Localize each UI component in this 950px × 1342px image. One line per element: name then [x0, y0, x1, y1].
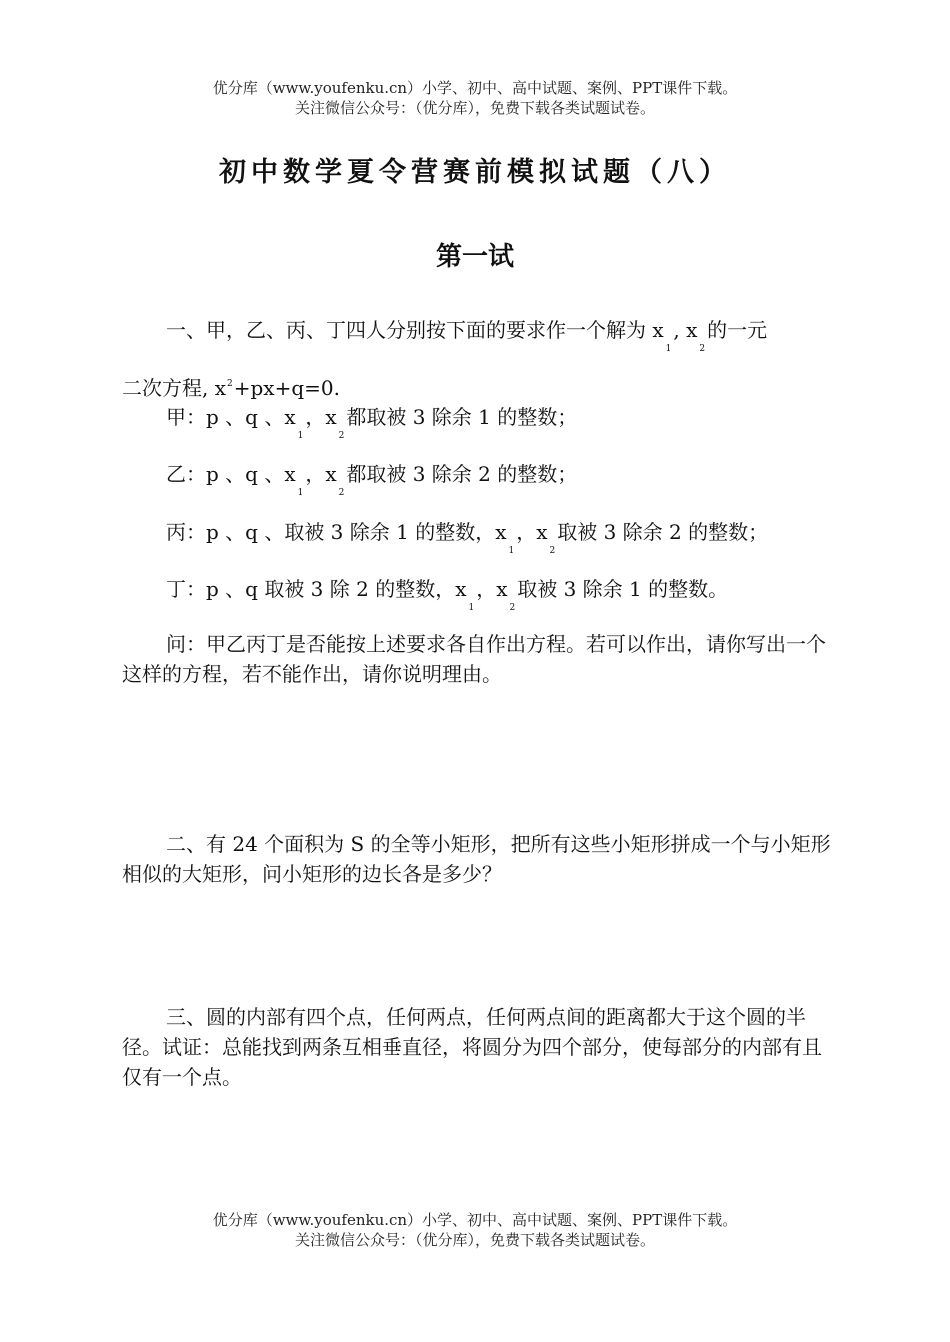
q1-jia-text-a: 甲：p 、q 、x [166, 405, 296, 429]
q1-bing-sub-2: 2 [549, 546, 556, 556]
q1-intro-text-b: 的一元 [707, 318, 768, 342]
q1-bing-text-a: 丙：p 、q 、取被 3 除余 1 的整数，x [166, 520, 507, 544]
q1-ding-sub-2: 2 [509, 603, 516, 613]
section-title: 第一试 [435, 242, 514, 272]
q1-question: 问：甲乙丙丁是否能按上述要求各自作出方程。若可以作出，请你写出一个这样的方程，若不能作出，请你说明理由。 [122, 632, 826, 686]
footer-line-2: 关注微信公众号：（优分库），免费下载各类试题试卷。 [294, 1231, 655, 1249]
q1-yi-text-b: 都取被 3 除余 2 的整数； [346, 462, 578, 486]
q1-bing-text-b: 取被 3 除余 2 的整数； [557, 520, 769, 544]
q3-text: 三、圆的内部有四个点，任何两点，任何两点间的距离都大于这个圆的半径。试证：总能找到两条互相垂直径，将圆分为四个部分，使每部分的内部有且仅有一个点。 [122, 1005, 822, 1089]
q1-condition-yi [166, 458, 577, 498]
q1-jia-sub-1: 1 [297, 431, 304, 441]
q1-ding-text-b: 取被 3 除余 1 的整数。 [517, 577, 729, 601]
q1-equation-line [122, 372, 340, 401]
q1-equation-text-b: +px+q=0. [233, 376, 340, 400]
q1-intro-sub-2: 2 [699, 344, 706, 354]
page-footer [0, 1210, 950, 1250]
header-line-1: 优分库（www.youfenku.cn）小学、初中、高中试题、案例、PPT课件下载。 [212, 79, 738, 97]
q1-ding-sub-1: 1 [468, 603, 475, 613]
header-line-2: 关注微信公众号：（优分库），免费下载各类试题试卷。 [294, 99, 655, 117]
q1-condition-bing [166, 516, 768, 556]
footer-line-1: 优分库（www.youfenku.cn）小学、初中、高中试题、案例、PPT课件下载。 [212, 1211, 738, 1229]
q1-ding-text-mid: ，x [476, 577, 508, 601]
q1-intro-sub-1: 1 [665, 344, 672, 354]
q1-condition-jia [166, 401, 577, 441]
q2-text: 二、有 24 个面积为 S 的全等小矩形，把所有这些小矩形拼成一个与小矩形相似的大矩形，问小矩形的边长各是多少？ [122, 832, 831, 886]
q1-bing-text-mid: ，x [516, 520, 548, 544]
document-title: 初中数学夏令营赛前模拟试题（八） [219, 157, 731, 188]
q1-yi-text-a: 乙：p 、q 、x [166, 462, 296, 486]
q1-equation-sup: 2 [227, 379, 233, 389]
q1-yi-sub-1: 1 [297, 488, 304, 498]
q1-ding-text-a: 丁：p 、q 取被 3 除 2 的整数，x [166, 577, 467, 601]
q1-condition-ding [166, 573, 728, 613]
q1-jia-text-mid: ，x [305, 405, 337, 429]
q1-intro-line [166, 314, 767, 354]
q1-equation-text-a: 二次方程, x [122, 376, 226, 400]
q1-intro-text-a: 一、甲，乙、丙、丁四人分别按下面的要求作一个解为 x [166, 318, 664, 342]
q1-yi-sub-2: 2 [338, 488, 345, 498]
q1-bing-sub-1: 1 [508, 546, 515, 556]
q1-jia-text-b: 都取被 3 除余 1 的整数； [346, 405, 578, 429]
q1-jia-sub-2: 2 [338, 431, 345, 441]
q1-yi-text-mid: ，x [305, 462, 337, 486]
q1-intro-text-mid: , x [673, 318, 698, 342]
page-header [0, 78, 950, 118]
